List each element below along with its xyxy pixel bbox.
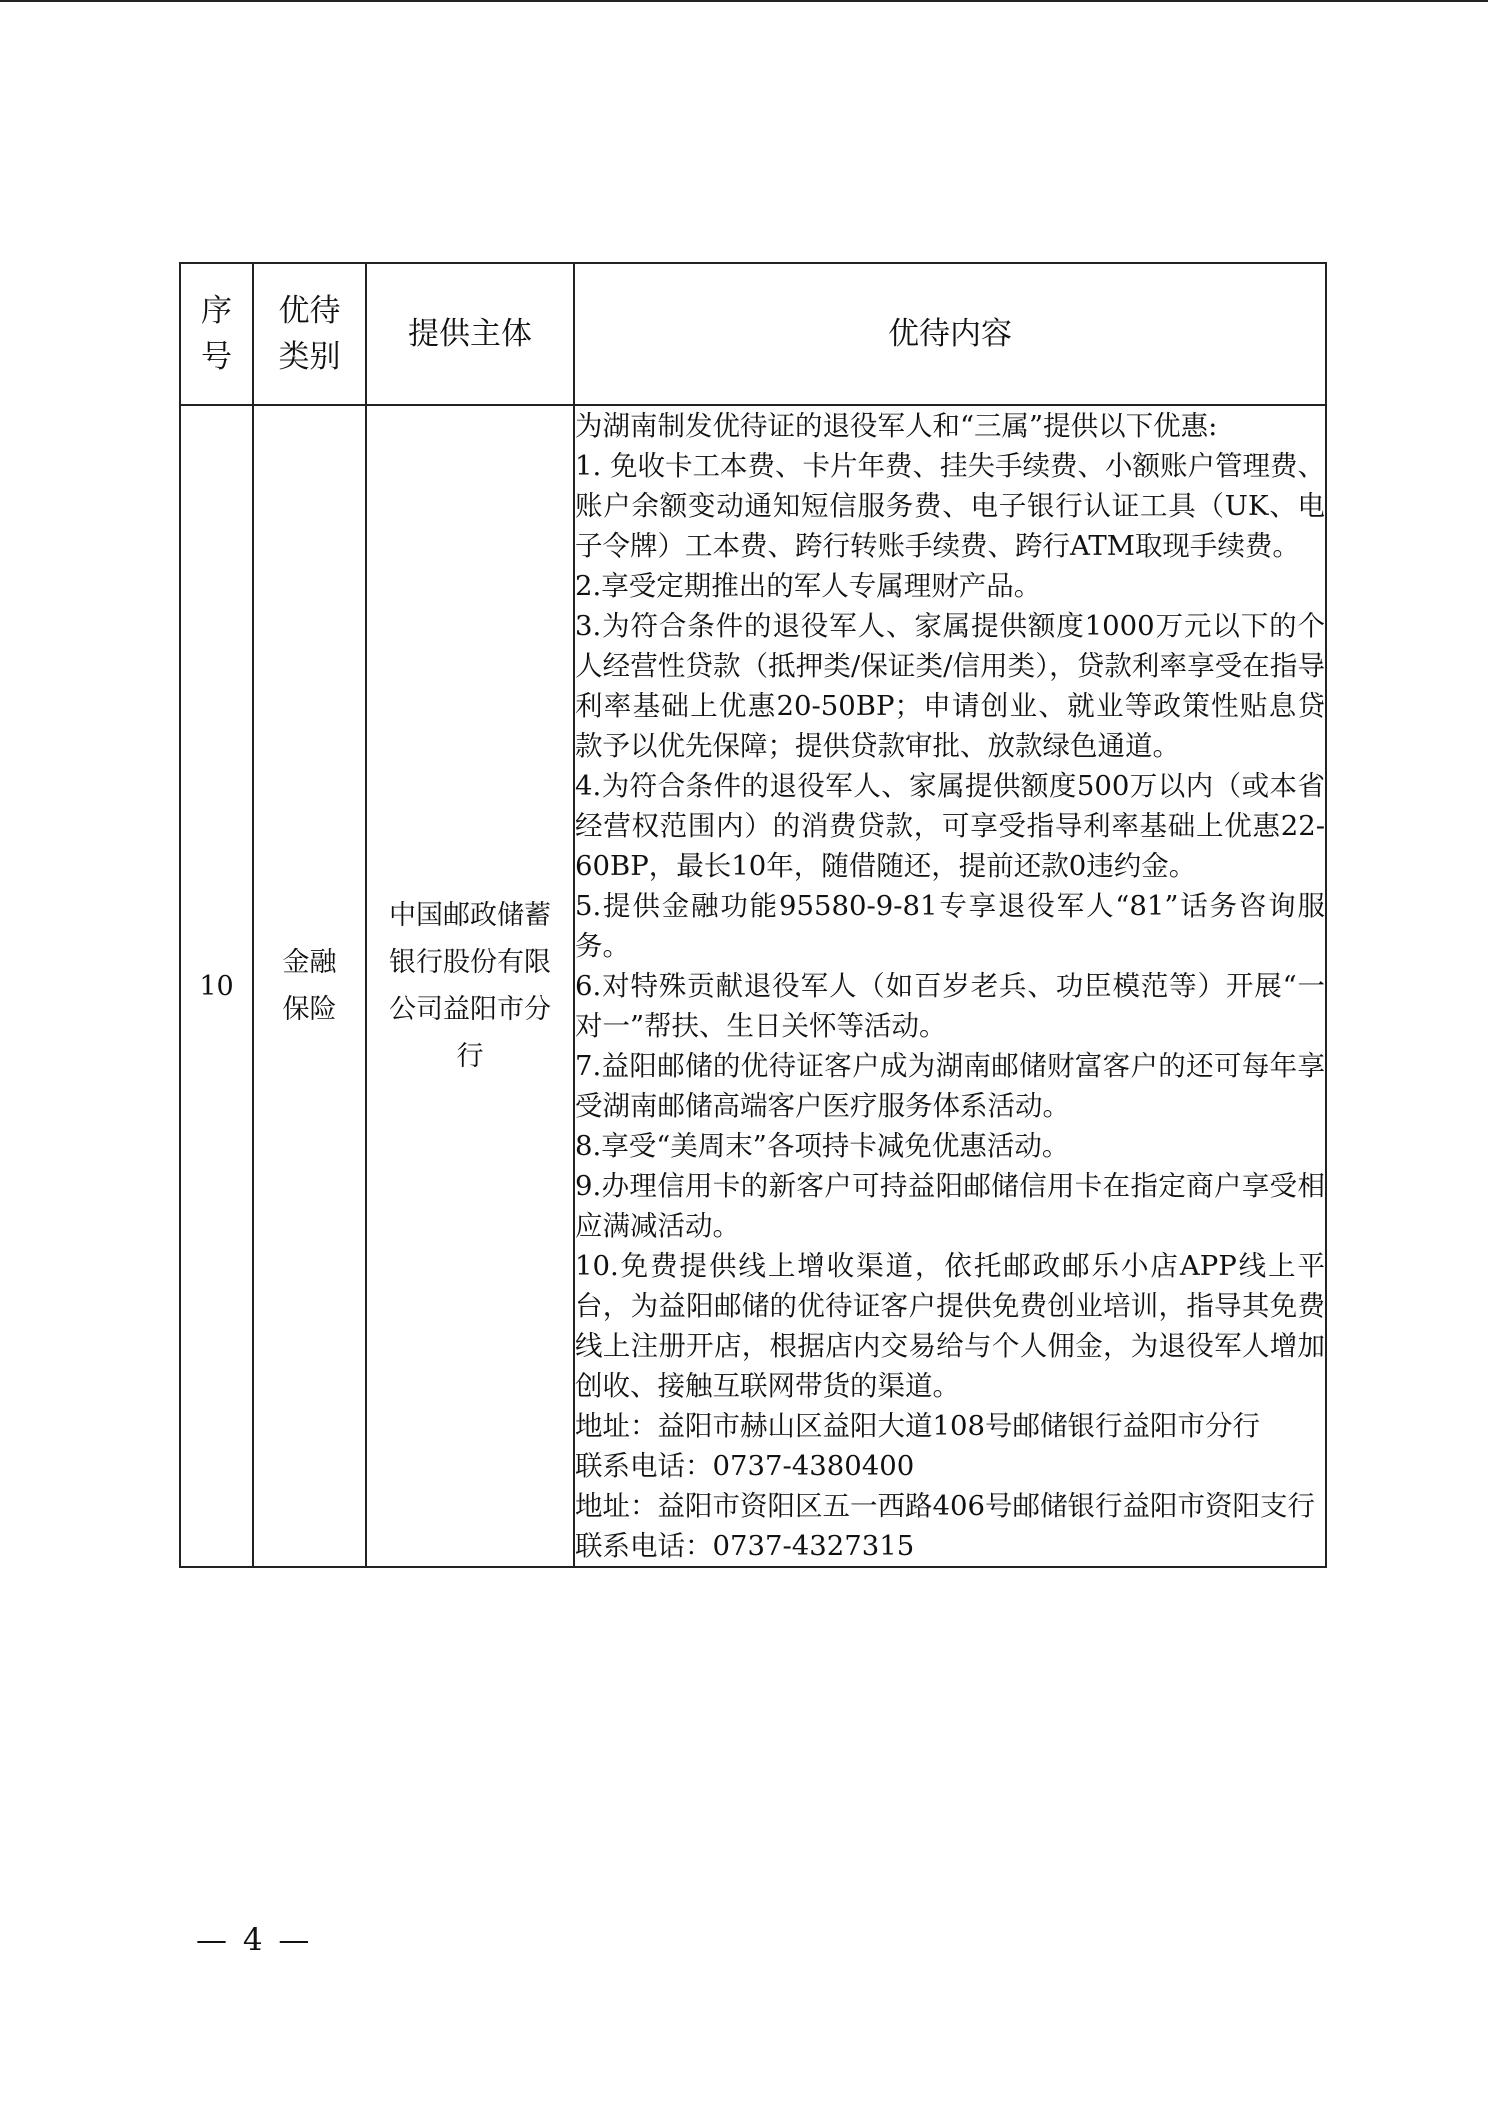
header-category-label: 优待类别 [278, 293, 341, 375]
content-phone-1: 联系电话：0737-4380400 [575, 1450, 915, 1482]
cell-provider-text: 中国邮政储蓄银行股份有限公司益阳市分行 [389, 900, 551, 1072]
header-content [574, 263, 1326, 405]
header-provider-label: 提供主体 [408, 316, 532, 352]
content-item-1: 1. 免收卡工本费、卡片年费、挂失手续费、小额账户管理费、账户余额变动通知短信服务费、电子银行认证工具（UK、电子令牌）工本费、跨行转账手续费、跨行ATM取现手续费。 [575, 450, 1325, 562]
content-phone-2: 联系电话：0737-4327315 [575, 1530, 915, 1562]
content-item-9: 9.办理信用卡的新客户可持益阳邮储信用卡在指定商户享受相应满减活动。 [575, 1170, 1325, 1242]
page-number: — 4 — [196, 1922, 313, 1958]
content-address-1: 地址：益阳市赫山区益阳大道108号邮储银行益阳市分行 [575, 1410, 1260, 1442]
content-address-2: 地址：益阳市资阳区五一西路406号邮储银行益阳市资阳支行 [575, 1490, 1315, 1522]
table-row [180, 405, 1326, 1567]
page-top-border [0, 0, 1488, 2]
content-item-6: 6.对特殊贡献退役军人（如百岁老兵、功臣模范等）开展“一对一”帮扶、生日关怀等活动。 [575, 970, 1325, 1042]
content-item-5: 5.提供金融功能95580-9-81专享退役军人“81”话务咨询服务。 [575, 890, 1325, 962]
cell-index: 10 [180, 405, 253, 1567]
benefits-table [179, 262, 1327, 1568]
cell-category-text: 金融保险 [282, 947, 337, 1025]
header-index [180, 263, 253, 405]
header-content-label: 优待内容 [888, 316, 1012, 352]
header-index-label: 序号 [201, 293, 232, 375]
content-item-3: 3.为符合条件的退役军人、家属提供额度1000万元以下的个人经营性贷款（抵押类/保证类/信用类），贷款利率享受在指导利率基础上优惠20-50BP；申请创业、就业等政策性贴息贷款予以优先保障；提供贷款审批、放款绿色通道。 [575, 610, 1325, 762]
content-item-10: 10.免费提供线上增收渠道，依托邮政邮乐小店APP线上平台，为益阳邮储的优待证客户提供免费创业培训，指导其免费线上注册开店，根据店内交易给与个人佣金，为退役军人增加创收、接触互联网带货的渠道。 [575, 1250, 1325, 1402]
content-item-7: 7.益阳邮储的优待证客户成为湖南邮储财富客户的还可每年享受湖南邮储高端客户医疗服务体系活动。 [575, 1050, 1325, 1122]
content-intro: 为湖南制发优待证的退役军人和“三属”提供以下优惠: [575, 410, 1218, 442]
cell-category [253, 405, 366, 1567]
content-item-2: 2.享受定期推出的军人专属理财产品。 [575, 570, 1042, 602]
header-provider [366, 263, 574, 405]
content-item-8: 8.享受“美周末”各项持卡减免优惠活动。 [575, 1130, 1070, 1162]
cell-provider [366, 405, 574, 1567]
table-header-row [180, 263, 1326, 405]
cell-content [574, 405, 1326, 1567]
header-category [253, 263, 366, 405]
content-item-4: 4.为符合条件的退役军人、家属提供额度500万以内（或本省经营权范围内）的消费贷款，可享受指导利率基础上优惠22-60BP，最长10年，随借随还，提前还款0违约金。 [575, 770, 1325, 882]
